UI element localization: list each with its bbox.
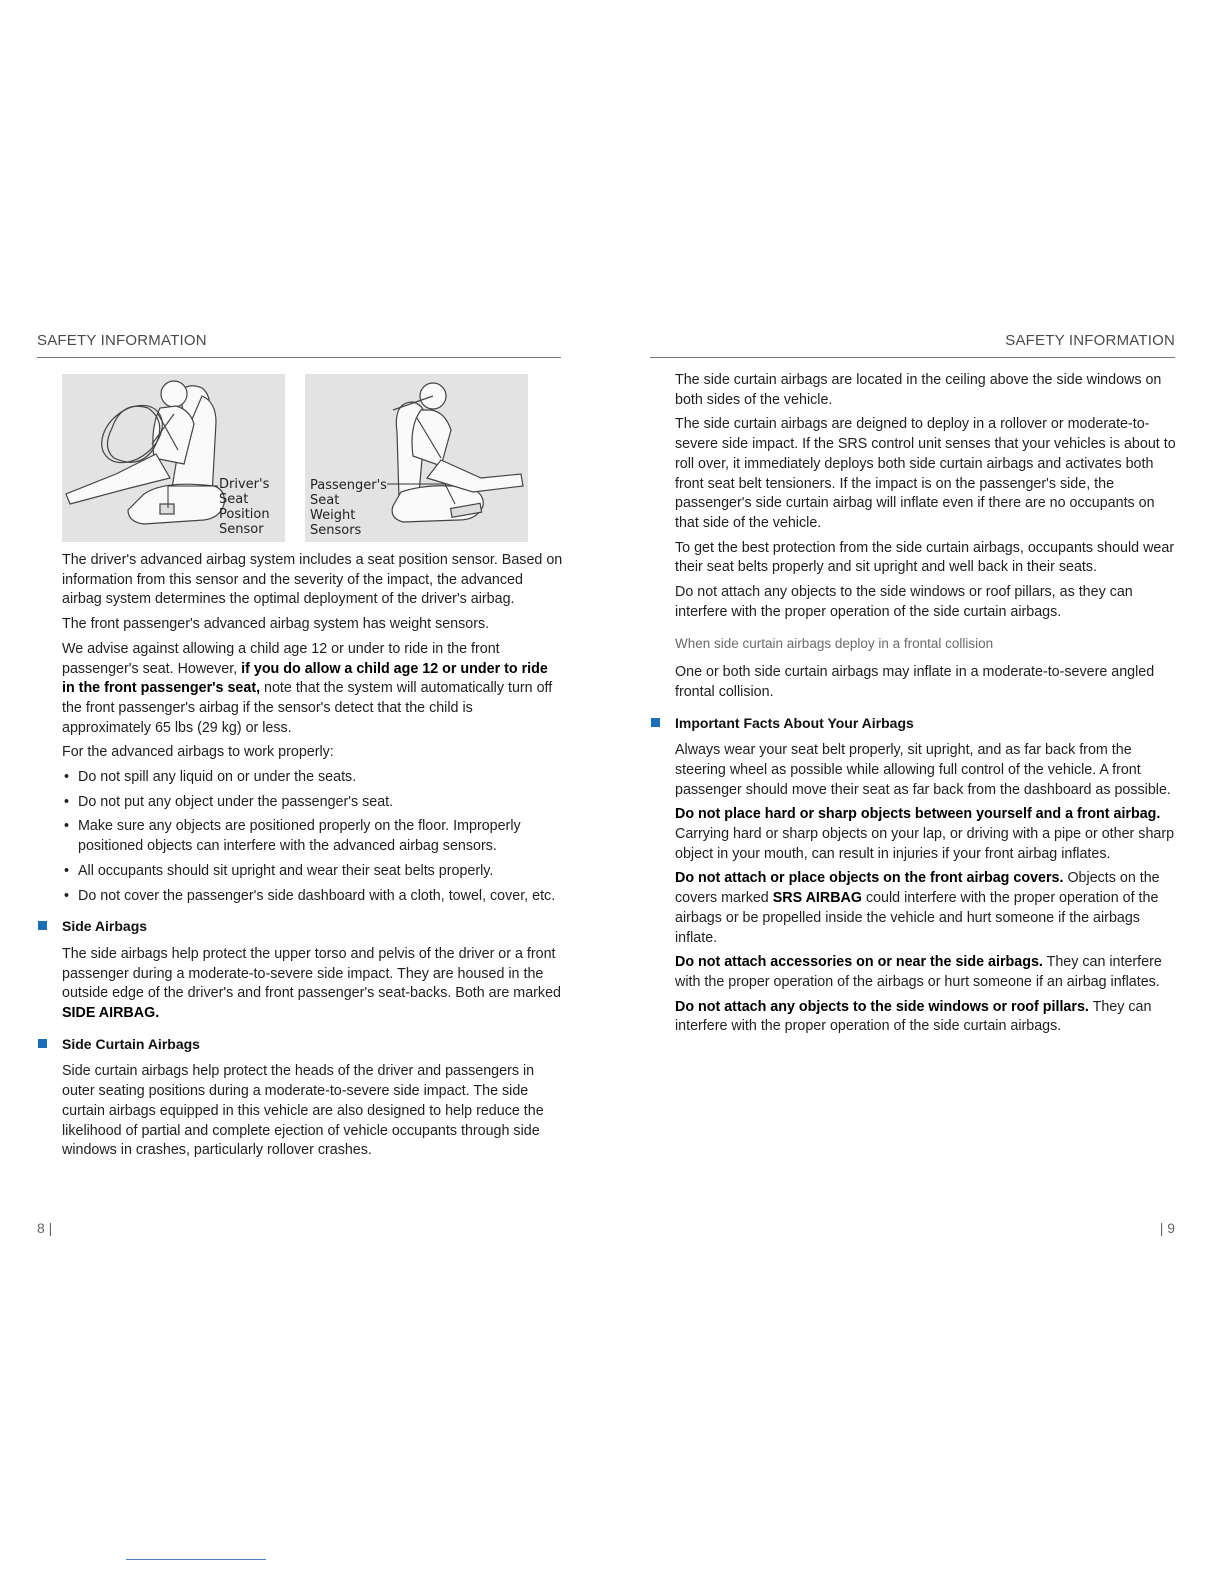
left-page-header: SAFETY INFORMATION: [37, 332, 207, 349]
section-square-icon: [38, 921, 47, 930]
driver-figure-label-line: Position: [219, 507, 270, 522]
child-seat-paragraph: We advise against allowing a child age 12 or under to ride in the front passenger's seat. However, if you do allow a child age 12 or under to ride in the front passenger's seat, note that the system will automatically turn off the front passenger's airbag if the sensor's detect that the child is approximately 65 lbs (29 kg) or less.: [62, 640, 553, 736]
left-page-number: 8 |: [37, 1220, 53, 1236]
advanced-airbag-tips-list: [62, 768, 564, 906]
paragraph: The front passenger's advanced airbag system has weight sensors.: [62, 616, 490, 633]
side-airbag-mark: SIDE AIRBAG.: [62, 1005, 160, 1022]
right-page-number: | 9: [1159, 1220, 1175, 1236]
list-item: • Make sure any objects are positioned properly on the floor. Improperly positioned objects can interfere with the advanced airbag sensors.: [62, 817, 564, 856]
passenger-figure-label-line: Sensors: [310, 523, 362, 538]
paragraph: Do not attach any objects to the side windows or roof pillars. They can interfere with the proper operation of the side curtain airbags.: [675, 998, 1152, 1035]
paragraph: Always wear your seat belt properly, sit upright, and as far back from the steering wheel as possible while allowing full control of the vehicle. A front passenger should move their seat as far back from the dashboard as possible.: [675, 742, 1171, 798]
passenger-figure-label-line: Weight: [310, 508, 356, 523]
driver-figure-label-line: Driver's: [219, 477, 270, 492]
left-header-rule: [37, 357, 561, 358]
list-item: • Do not spill any liquid on or under the seats.: [62, 768, 564, 788]
passenger-figure-label-line: Passenger's: [310, 478, 387, 493]
right-header-rule: [650, 357, 1175, 358]
child-warning-bold: if you do allow a child age 12 or under to ride in the front passenger's seat,: [62, 660, 548, 697]
list-item: • Do not cover the passenger's side dashboard with a cloth, towel, cover, etc.: [62, 887, 564, 907]
left-page-body: [62, 551, 564, 1166]
paragraph: The side curtain airbags are deigned to deploy in a rollover or moderate-to-severe side impact. If the SRS control unit senses that your vehicles is about to roll over, it immediately deploys both side curtain airbags and activates both front seat belt tensioners. If the impact is on the passenger's side, the passenger's side curtain airbag will inflate even if there are no occupants on that side of the vehicle.: [675, 416, 1176, 531]
paragraph: Do not attach or place objects on the front airbag covers. Objects on the covers marked SRS AIRBAG could interfere with the proper operation of the airbags or be propelled inside the vehicle and hurt someone if the airbags inflate.: [675, 870, 1160, 946]
section-square-icon: [38, 1039, 47, 1048]
side-airbags-paragraph: The side airbags help protect the upper torso and pelvis of the driver or a front passenger during a moderate-to-severe side impact. They are housed in the outside edge of the driver's and front passenger's seat-backs. Both are marked SIDE AIRBAG.: [62, 945, 561, 1022]
paragraph: Do not place hard or sharp objects between yourself and a front airbag. Carrying hard or sharp objects on your lap, or driving with a pipe or other sharp object in your mouth, can result in injuries if your front airbag inflates.: [675, 806, 1175, 862]
frontal-collision-subheading: When side curtain airbags deploy in a frontal collision: [675, 636, 994, 652]
driver-seat-sensor-figure: [62, 374, 285, 542]
paragraph: Do not attach accessories on or near the side airbags. They can interfere with the proper operation of the airbags or hurt someone if an airbag inflates.: [675, 954, 1162, 990]
side-airbags-heading: Side Airbags: [62, 917, 564, 937]
list-item: • Do not put any object under the passenger's seat.: [62, 793, 564, 813]
paragraph: For the advanced airbags to work properly:: [62, 744, 334, 761]
paragraph: The driver's advanced airbag system includes a seat position sensor. Based on information from this sensor and the severity of the impact, the advanced airbag system determines the optimal deployment of the driver's airbag.: [62, 552, 563, 608]
paragraph: One or both side curtain airbags may inflate in a moderate-to-severe angled frontal collision.: [675, 664, 1155, 700]
right-page-body: [675, 371, 1177, 1042]
passenger-figure-label-line: Seat: [310, 493, 340, 508]
side-curtain-airbags-heading: Side Curtain Airbags: [62, 1035, 564, 1055]
paragraph: Do not attach any objects to the side windows or roof pillars, as they can interfere with the proper operation of the side curtain airbags.: [675, 584, 1133, 620]
paragraph: The side curtain airbags are located in the ceiling above the side windows on both sides of the vehicle.: [675, 372, 1162, 408]
srs-airbag-mark: SRS AIRBAG: [772, 890, 862, 907]
important-facts-heading: Important Facts About Your Airbags: [675, 714, 1177, 734]
side-curtain-paragraph: Side curtain airbags help protect the heads of the driver and passengers in outer seating positions during a moderate-to-severe side impact. The side curtain airbags equipped in this vehicle are also designed to help reduce the likelihood of partial and complete ejection of vehicle occupants through side windows in crashes, particularly rollover crashes.: [62, 1063, 544, 1159]
driver-figure-label-line: Sensor: [219, 522, 264, 537]
paragraph: To get the best protection from the side curtain airbags, occupants should wear their seat belts properly and sit upright and well back in their seats.: [675, 539, 1175, 576]
list-item: • All occupants should sit upright and wear their seat belts properly.: [62, 862, 564, 882]
section-square-icon: [651, 718, 660, 727]
decorative-link-line: [126, 1559, 266, 1560]
right-page-header: SAFETY INFORMATION: [1005, 332, 1175, 349]
passenger-seat-sensor-figure: [305, 374, 528, 542]
driver-figure-label-line: Seat: [219, 492, 249, 507]
